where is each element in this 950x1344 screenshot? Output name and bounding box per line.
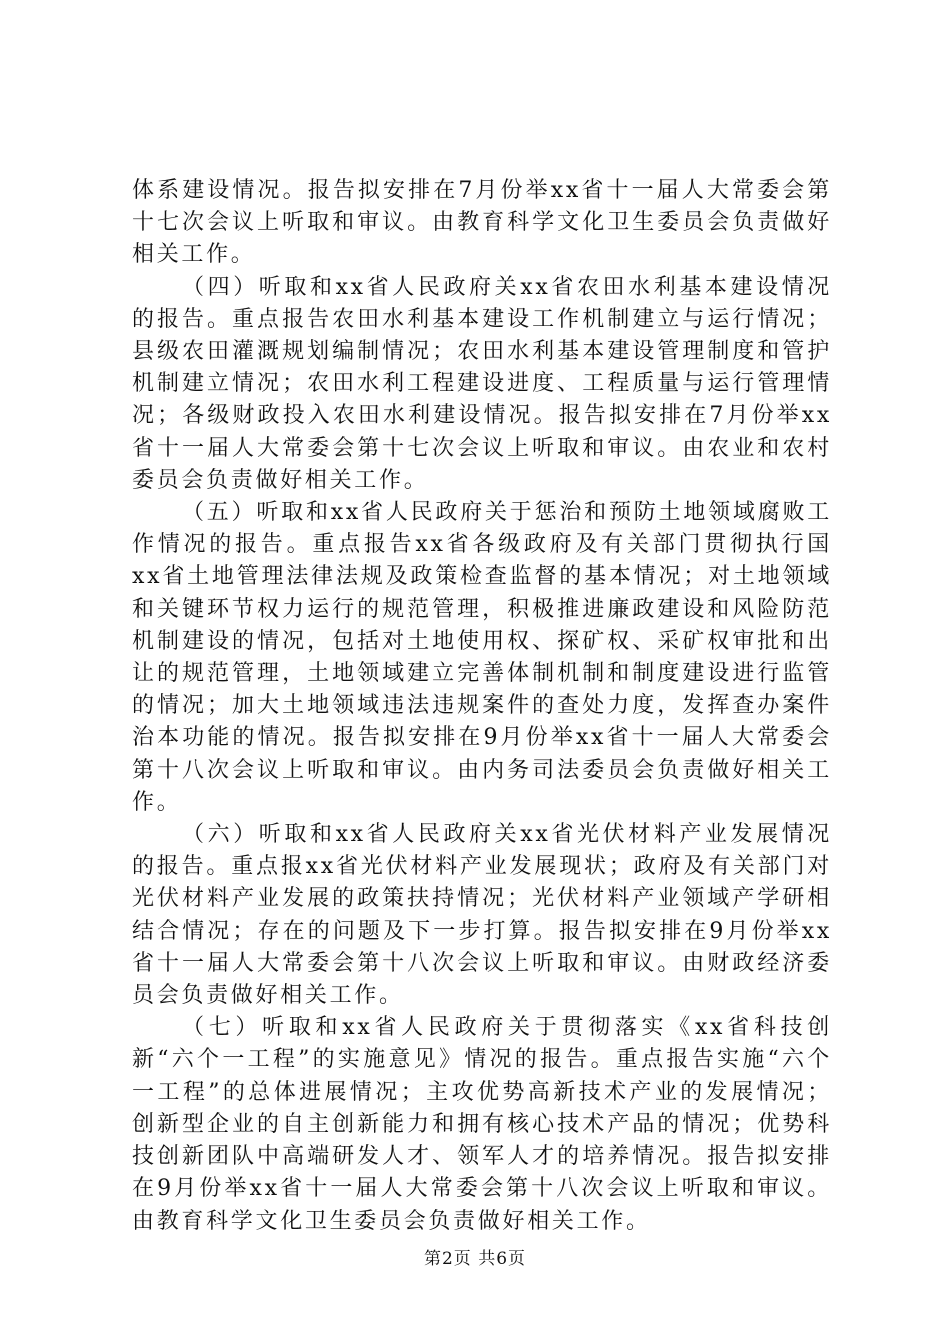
paragraph-continuation: 体系建设情况。报告拟安排在7月份举xx省十一届人大常委会第十七次会议上听取和审议。由教育科学文化卫生委员会负责做好相关工作。 (132, 178, 832, 268)
paragraph-item-7: （七）听取和xx省人民政府关于贯彻落实《xx省科技创新“六个一工程”的实施意见》情况的报告。重点报告实施“六个一工程”的总体进展情况；主攻优势高新技术产业的发展情况；创新型企业的自主创新能力和拥有核心技术产品的情况；优势科技创新团队中高端研发人才、领军人才的培养情况。报告拟安排在9月份举xx省十一届人大常委会第十八次会议上听取和审议。由教育科学文化卫生委员会负责做好相关工作。 (132, 1015, 832, 1234)
paragraph-item-6: （六）听取和xx省人民政府关xx省光伏材料产业发展情况的报告。重点报xx省光伏材料产业发展现状；政府及有关部门对光伏材料产业发展的政策扶持情况；光伏材料产业领域产学研相结合情况；存在的问题及下一步打算。报告拟安排在9月份举xx省十一届人大常委会第十八次会议上听取和审议。由财政经济委员会负责做好相关工作。 (132, 822, 832, 1009)
paragraph-item-5: （五）听取和xx省人民政府关于惩治和预防土地领域腐败工作情况的报告。重点报告xx省各级政府及有关部门贯彻执行国xx省土地管理法律法规及政策检查监督的基本情况；对土地领域和关键环节权力运行的规范管理，积极推进廉政建设和风险防范机制建设的情况，包括对土地使用权、探矿权、采矿权审批和出让的规范管理，土地领域建立完善体制机制和制度建设进行监管的情况；加大土地领域违法违规案件的查处力度，发挥查办案件治本功能的情况。报告拟安排在9月份举xx省十一届人大常委会第十八次会议上听取和审议。由内务司法委员会负责做好相关工作。 (132, 500, 832, 815)
paragraph-item-4: （四）听取和xx省人民政府关xx省农田水利基本建设情况的报告。重点报告农田水利基本建设工作机制建立与运行情况；县级农田灌溉规划编制情况；农田水利基本建设管理制度和管护机制建立情况；农田水利工程建设进度、工程质量与运行管理情况；各级财政投入农田水利建设情况。报告拟安排在7月份举xx省十一届人大常委会第十七次会议上听取和审议。由农业和农村委员会负责做好相关工作。 (132, 274, 832, 493)
page-number-footer: 第2页 共6页 (423, 1249, 527, 1269)
document-body (132, 175, 832, 1238)
